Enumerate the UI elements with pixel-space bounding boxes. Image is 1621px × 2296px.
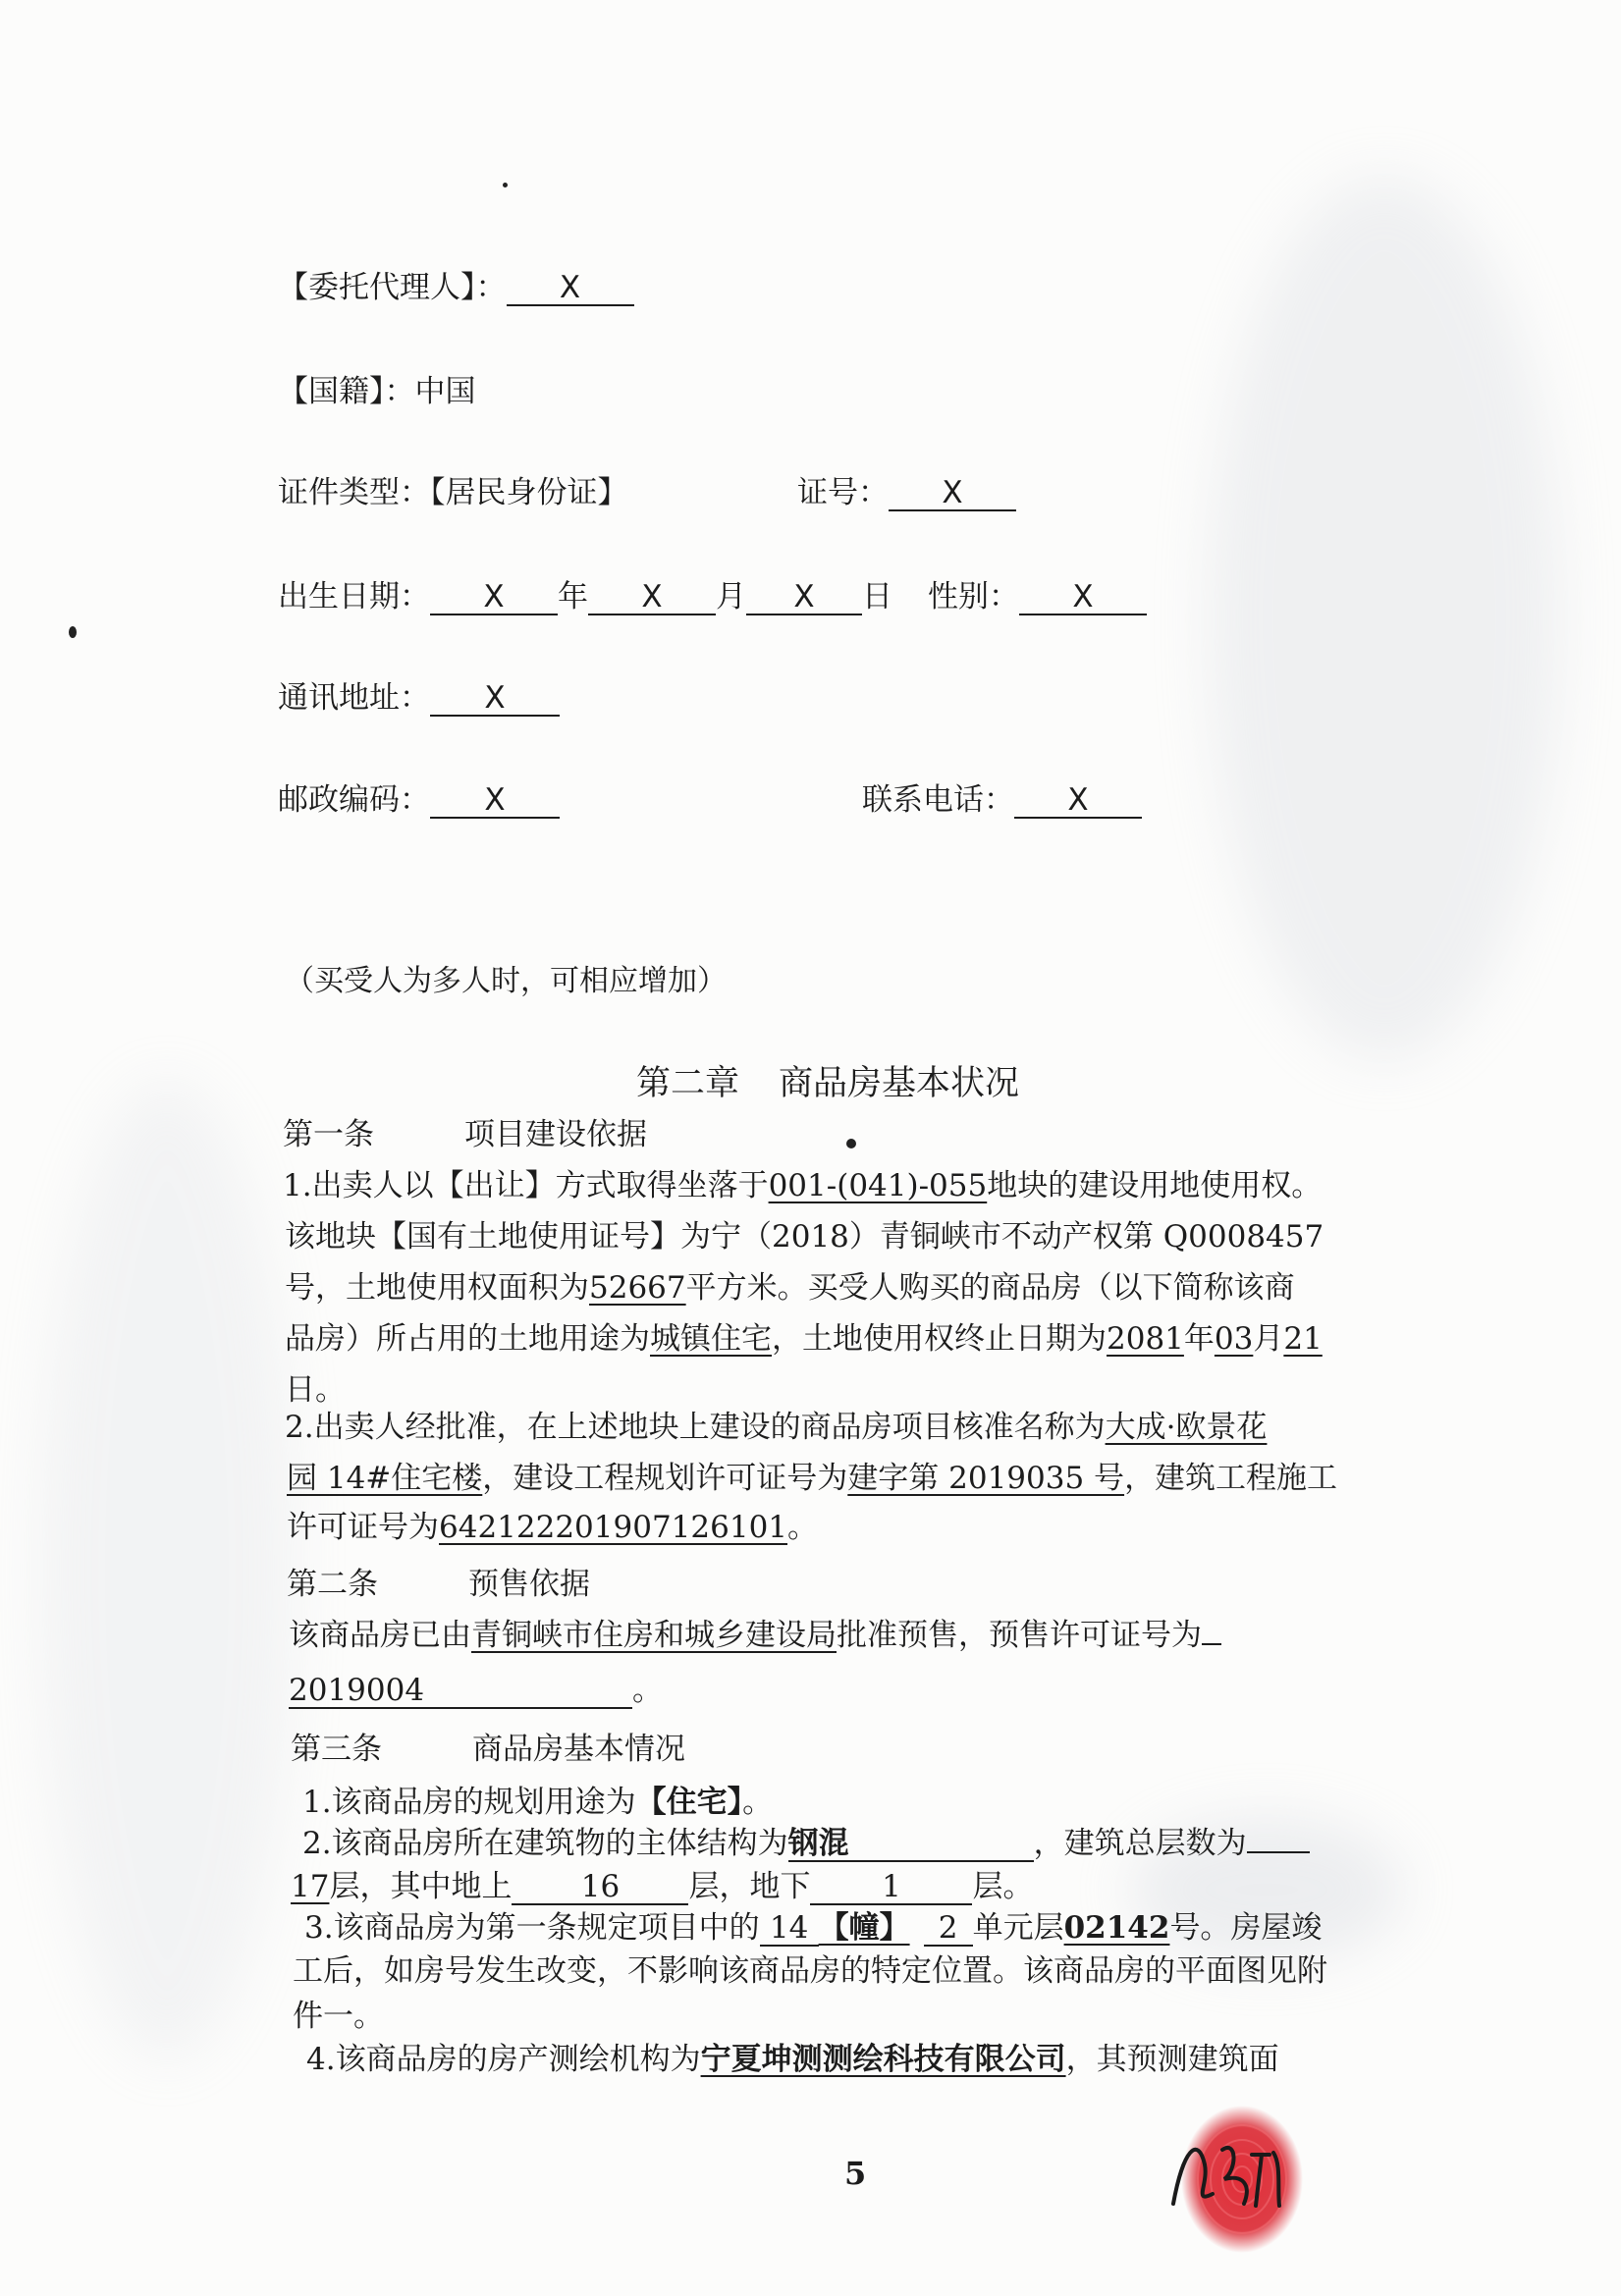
article1-text: ，建设工程规划许可证号为 [482, 1461, 848, 1496]
page-number: 5 [844, 2155, 867, 2192]
article1-para2-line2 [287, 1461, 1337, 1497]
scan-speck [503, 183, 508, 187]
chapter-title: 商品房基本状况 [779, 1064, 1020, 1103]
article3-text: 单元层 [972, 1910, 1064, 1946]
land-end-day: 21 [1283, 1321, 1323, 1357]
id-type-label: 证件类型： [278, 475, 430, 510]
article1-text: 日。 [285, 1372, 346, 1408]
phone-value: X [1014, 784, 1142, 819]
phone-line [862, 782, 1142, 819]
article1-para2-line1 [285, 1410, 1267, 1446]
presale-permit-number: 2019004 [289, 1675, 632, 1709]
article2-text: 该商品房已由 [289, 1618, 471, 1653]
article1-para1-line2 [285, 1219, 1324, 1255]
article1-text: 。 [787, 1510, 819, 1545]
article1-para1-line5 [285, 1372, 346, 1409]
article3-item2-line2 [291, 1869, 1033, 1905]
floors-above-ground: 16 [512, 1871, 688, 1905]
id-line [278, 475, 628, 511]
land-use: 城镇住宅 [650, 1321, 772, 1357]
article1-para1-line4 [285, 1321, 1323, 1358]
birth-year-unit: 年 [558, 579, 588, 614]
article3-text: 号。房屋竣 [1169, 1910, 1323, 1946]
article1-text: 1.出卖人以【出让】方式取得坐落于 [283, 1168, 769, 1203]
article2-number: 第二条 [287, 1567, 378, 1602]
address-line [278, 680, 560, 717]
article3-text: ，其预测建筑面 [1065, 2042, 1279, 2077]
building-structure: 钢混 [788, 1828, 1034, 1862]
land-cert-text: 该地块【国有土地使用证号】为宁（2018）青铜峡市不动产权第 Q0008457 [285, 1219, 1324, 1255]
article3-text: 1.该商品房的规划用途为 [302, 1785, 636, 1820]
article1-text: 平方米。买受人购买的商品房（以下简称该商 [685, 1270, 1295, 1306]
article3-text: ，建筑总层数为 [1033, 1826, 1247, 1861]
scan-speck [846, 1139, 856, 1148]
article2-line1 [289, 1618, 1221, 1654]
article2-title: 预售依据 [468, 1567, 590, 1602]
show-through-shadow [1208, 177, 1561, 1060]
blank-underline [1202, 1643, 1221, 1645]
agent-line [278, 270, 634, 306]
year-unit: 年 [1183, 1321, 1215, 1357]
article3-item3-line1 [304, 1910, 1322, 1947]
article3-item2-line1 [302, 1826, 1310, 1862]
project-name-cont: 园 14#住宅楼 [287, 1461, 483, 1496]
article1-text: ，土地使用权终止日期为 [772, 1321, 1107, 1357]
article3-number: 第三条 [291, 1732, 382, 1767]
unit-number: 2 [924, 1912, 973, 1947]
article3-item3-line3 [293, 1999, 384, 2035]
project-name: 大成·欧景花 [1105, 1410, 1268, 1445]
article3-item4 [306, 2042, 1279, 2078]
parcel-number: 001-(041)-055 [768, 1168, 988, 1203]
birth-label: 出生日期： [278, 579, 430, 614]
article3-text: 3.该商品房为第一条规定项目中的 [304, 1910, 760, 1946]
presale-authority: 青铜峡市住房和城乡建设局 [471, 1618, 837, 1653]
floors-below-ground: 1 [810, 1871, 972, 1905]
scan-speck [69, 626, 77, 638]
show-through-shadow [39, 1080, 295, 2061]
land-area: 52667 [589, 1270, 686, 1306]
agent-value: X [507, 272, 634, 306]
article3-item1 [302, 1785, 773, 1821]
gender-label: 性别： [928, 579, 1019, 614]
total-floors: 17 [291, 1869, 330, 1904]
article3-text: 2.该商品房所在建筑物的主体结构为 [302, 1826, 788, 1861]
address-label: 通讯地址： [278, 680, 430, 716]
article3-text: 层。 [972, 1869, 1034, 1904]
postcode-value: X [430, 784, 560, 819]
article3-item3-line2 [293, 1953, 1327, 1990]
article1-para1-line3 [285, 1270, 1295, 1307]
article3-text: 工后，如房号发生改变，不影响该商品房的特定位置。该商品房的平面图见附 [293, 1953, 1327, 1989]
article1-text: 2.出卖人经批准，在上述地块上建设的商品房项目核准名称为 [285, 1410, 1106, 1445]
article1-text: 地块的建设用地使用权。 [987, 1168, 1323, 1203]
article3-title: 商品房基本情况 [472, 1732, 685, 1767]
multiple-buyers-note: （买受人为多人时，可相应增加） [285, 964, 727, 998]
chapter-heading [636, 1063, 1019, 1104]
article3-text: 层，地下 [688, 1869, 811, 1904]
birth-day: X [746, 581, 862, 615]
article1-heading [283, 1117, 647, 1153]
gender-value: X [1019, 581, 1147, 615]
article1-text: 号，土地使用权面积为 [285, 1270, 589, 1306]
birth-month: X [588, 581, 716, 615]
birth-year: X [430, 581, 558, 615]
article1-text: ，建筑工程施工 [1124, 1461, 1338, 1496]
article3-text: 。 [742, 1785, 774, 1820]
article3-text: 4.该商品房的房产测绘机构为 [306, 2042, 701, 2077]
article2-heading [287, 1567, 590, 1603]
birth-line [278, 579, 1147, 615]
id-no-value: X [889, 477, 1016, 511]
phone-label: 联系电话： [862, 782, 1014, 818]
article3-text: 层，其中地上 [329, 1869, 513, 1904]
postcode-label: 邮政编码： [278, 782, 430, 818]
planned-use: 【住宅】 [635, 1785, 743, 1820]
surveying-agency: 宁夏坤测测绘科技有限公司 [700, 2042, 1066, 2077]
article2-line2 [289, 1673, 663, 1709]
planning-permit: 建字第 2019035 号 [847, 1461, 1125, 1496]
article3-text: 件一。 [293, 1999, 384, 2034]
article1-text: 许可证号为 [287, 1510, 439, 1545]
article1-para1-line1 [283, 1168, 1322, 1204]
article1-title: 项目建设依据 [464, 1117, 647, 1152]
article3-heading [291, 1732, 685, 1768]
chapter-number: 第二章 [636, 1064, 740, 1103]
article2-text: 批准预售，预售许可证号为 [837, 1618, 1202, 1653]
postcode-line [278, 782, 560, 819]
id-type-value: 【居民身份证】 [430, 475, 628, 510]
nationality-value: 中国 [414, 374, 476, 409]
article2-text: 。 [632, 1673, 663, 1708]
nationality-line [278, 374, 476, 410]
land-end-month: 03 [1214, 1321, 1254, 1357]
address-value: X [430, 682, 560, 717]
handwritten-number: 8721 [1154, 2096, 1157, 2097]
article1-number: 第一条 [283, 1117, 374, 1152]
construction-permit: 642122201907126101 [439, 1510, 788, 1545]
birth-day-unit: 日 [862, 579, 892, 614]
article1-para2-line3 [287, 1510, 818, 1546]
land-end-year: 2081 [1107, 1321, 1184, 1357]
building-number: 14 [760, 1912, 819, 1947]
building-unit-label: 【幢】 [818, 1910, 910, 1946]
room-number: 02142 [1063, 1910, 1170, 1946]
blank-underline [1247, 1851, 1310, 1853]
month-unit: 月 [1253, 1321, 1284, 1357]
agent-label: 【委托代理人】： [278, 270, 507, 305]
id-no-line [797, 475, 1016, 511]
id-no-label: 证号： [797, 475, 889, 510]
red-fingerprint-stamp [1154, 2096, 1306, 2258]
article1-text: 品房）所占用的土地用途为 [285, 1321, 650, 1357]
birth-month-unit: 月 [716, 579, 746, 614]
nationality-label: 【国籍】： [278, 374, 415, 409]
